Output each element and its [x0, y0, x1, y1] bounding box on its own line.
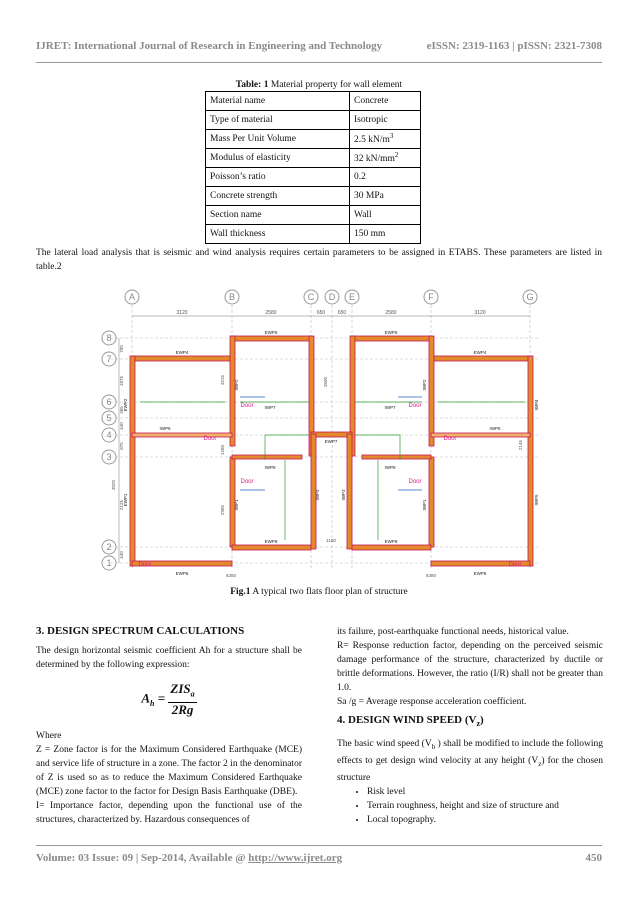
material-property-table [205, 91, 421, 244]
door-label: Door [138, 562, 152, 568]
right-column [337, 625, 603, 827]
grid-lines [110, 305, 540, 570]
formula-fraction [168, 682, 196, 717]
left-dimension-line [111, 338, 124, 563]
intro-paragraph: The lateral load analysis that is seismic and wind analysis requires certain parameters to be assigned in ETABS. These parameters are listed in table.2 [36, 248, 602, 272]
grid-bubble-label: 5 [106, 413, 112, 423]
footer-volume [36, 852, 342, 864]
dimension-label: 365 [119, 406, 124, 414]
dimension-label: 1280 [220, 444, 225, 456]
dimension-label: 2145 [518, 439, 523, 451]
footer-rule [36, 845, 602, 846]
dimension-label: 440 [119, 551, 124, 559]
table-cell: Section name [206, 206, 350, 225]
formula-numerator [168, 682, 196, 703]
page-number: 450 [585, 852, 602, 864]
wall-label-iwp3: IWP3 [315, 489, 320, 501]
table-cell: 30 MPa [350, 187, 421, 206]
table-caption-text: Material property for wall element [268, 80, 403, 90]
left-column [36, 624, 302, 827]
table-row [206, 225, 421, 244]
table-row [206, 187, 421, 206]
header-rule [36, 62, 602, 63]
wall-label-iwp8: IWP8 [264, 465, 276, 470]
journal-header [36, 40, 602, 52]
section4-heading-sub: z [476, 719, 481, 729]
door-label: Door [508, 562, 522, 568]
table-row [206, 130, 421, 149]
section4-heading [337, 713, 603, 731]
grid-bubble-label: 3 [106, 452, 112, 462]
section4-heading-text: 4. DESIGN WIND SPEED (V [337, 714, 477, 726]
section4-heading-end: ) [480, 714, 484, 726]
table-cell: 0.2 [350, 168, 421, 187]
dimension-label: 1875 [119, 375, 124, 387]
wall-label-ewp1: EWP1 [123, 493, 128, 507]
table-cell-exponent: 2 [394, 151, 399, 160]
section4-text: ) shall be modified to include the following effects to get design wind velocity at any height (V [337, 739, 603, 767]
table-row [206, 149, 421, 168]
dimension-label: 3500 [323, 376, 328, 388]
wall-label-iwp2: IWP2 [422, 379, 427, 391]
i-definition: I= Importance factor, depending upon the functional use of the structures, characterized by. Hazardous consequences of [36, 800, 302, 825]
section3-heading: 3. DESIGN SPECTRUM CALCULATIONS [36, 625, 245, 637]
figure-caption-label: Fig.1 [230, 587, 251, 597]
grid-bubble-label: 8 [106, 333, 112, 343]
wall-label-iwp4: IWP4 [534, 399, 539, 411]
wall-label-ewp4: EWP4 [175, 350, 189, 355]
wall-label-iwp7: IWP7 [264, 405, 276, 410]
wall-label-iwp1: IWP1 [234, 499, 239, 511]
grid-bubble-label: 2 [106, 542, 112, 552]
journal-name: IJRET: International Journal of Research in Engineering and Technology [36, 40, 383, 52]
footer-volume-text: Volume: 03 Issue: 09 | Sep-2014, Available @ [36, 852, 249, 864]
grid-bubble-label: 6 [106, 397, 112, 407]
section3-intro: The design horizontal seismic coefficient Ah for a structure shall be determined by the following expression: [36, 646, 302, 670]
wall-label-ewp7: EWP7 [324, 439, 338, 444]
dimension-label: 3120 [176, 310, 188, 316]
grid-bubble-label: D [328, 292, 336, 302]
section4-sub: b [431, 743, 436, 752]
i-definition-continued: its failure, post-earthquake functional needs, historical value. [337, 627, 569, 637]
design-coefficient-formula: $A_h$ = $\frac{ZIS_a}{2Rg}$ [141, 681, 195, 717]
wall-label-iwp3: IWP3 [341, 489, 346, 501]
dimension-label: 2580 [385, 310, 397, 316]
dimension-label: 700 [119, 345, 124, 353]
formula-num-text: ZIS [170, 681, 191, 696]
table-cell-value: 2.5 kN/m [354, 135, 390, 146]
door-labels [138, 403, 521, 568]
floor-plan-figure [100, 285, 550, 580]
dimension-label: 650 [337, 310, 347, 316]
list-item: • Risk level [367, 785, 603, 799]
grid-bubble-label: G [526, 292, 534, 302]
wall-label-iwp8: IWP8 [384, 465, 396, 470]
formula-denominator: 2Rg [171, 701, 194, 717]
dimension-label: 650 [316, 310, 326, 316]
table-cell: Concrete strength [206, 187, 350, 206]
wall-label-iwp5: IWP5 [534, 494, 539, 506]
table-cell [350, 149, 421, 168]
section4-text: ) for the chosen structure [337, 756, 603, 783]
table-cell: Mass Per Unit Volume [206, 130, 350, 149]
grid-bubble-label: F [428, 292, 434, 302]
door-label: Door [240, 403, 254, 409]
dimension-label: 2125 [119, 499, 124, 511]
grid-bubble-label: B [228, 292, 236, 302]
dimension-label: 6380 [425, 573, 437, 578]
r-definition: R= Response reduction factor, depending on the perceived seismic damage performance of the structure, characterized by ductile or brittle deformations. However, the ratio (I/R) shall not be greater than 1.0. [337, 641, 603, 693]
door-label: Door [408, 403, 422, 409]
grid-bubble-label: E [348, 292, 356, 302]
wall-label-ewp6: EWP6 [264, 330, 278, 335]
wall-label-ewp2: EWP2 [123, 398, 128, 412]
table-cell: Wall thickness [206, 225, 350, 244]
grid-bubble-label: A [128, 292, 136, 302]
table-cell: Type of material [206, 111, 350, 130]
door-label: Door [443, 436, 457, 442]
table-cell: Material name [206, 92, 350, 111]
dimension-label: 875 [119, 442, 124, 450]
table-row [206, 92, 421, 111]
grid-column-bubbles [125, 290, 537, 304]
z-definition: Z = Zone factor is for the Maximum Considered Earthquake (MCE) and service life of structure in a zone. The factor 2 in the denominator of Z is used so as to reduce the Maximum Considered Earthquake (MCE) zone factor to the factor for Design Basis Earthquake (DBE). [36, 744, 302, 797]
table-cell-exponent: 3 [389, 132, 394, 141]
figure-caption [0, 587, 638, 597]
wall-label-iwp7: IWP7 [384, 405, 396, 410]
grid-bubble-label: 1 [106, 558, 112, 568]
table-row [206, 111, 421, 130]
table-cell-value: 32 kN/mm [354, 154, 395, 165]
wall-label-iwp2: IWP2 [234, 379, 239, 391]
figure-caption-text: A typical two flats floor plan of structure [250, 587, 408, 597]
wall-label-ewp4: EWP4 [473, 350, 487, 355]
journal-issn: eISSN: 2319-1163 | pISSN: 2321-7308 [426, 40, 602, 52]
page-footer [36, 852, 602, 864]
list-item: • Terrain roughness, height and size of structure and [367, 799, 603, 813]
door-label: Door [408, 479, 422, 485]
table-row [206, 206, 421, 225]
exterior-walls [130, 336, 533, 566]
wall-label-iwp6: IWP6 [489, 426, 501, 431]
wall-label-iwp1: IWP1 [422, 499, 427, 511]
table-cell: Isotropic [350, 111, 421, 130]
interior-partitions [140, 402, 525, 540]
grid-bubble-label: C [307, 292, 315, 302]
section4-paragraph [337, 737, 603, 785]
wall-label-iwp6: IWP6 [159, 426, 171, 431]
dimension-label: 3215 [220, 374, 225, 386]
dimension-label: 3025 [111, 479, 116, 491]
table-caption-label: Table: 1 [235, 80, 269, 90]
table-cell: Wall [350, 206, 421, 225]
table-cell [350, 130, 421, 149]
door-label: Door [203, 436, 217, 442]
where-label: Where [36, 730, 62, 741]
grid-bubble-label: 7 [106, 354, 112, 364]
section4-text: The basic wind speed (V [337, 739, 432, 750]
door-label: Door [240, 479, 254, 485]
grid-row-bubbles [102, 331, 116, 570]
wall-label-ewp8: EWP8 [264, 539, 278, 544]
grid-bubble-label: 4 [106, 430, 112, 440]
section4-sub: z [538, 759, 542, 768]
table-cell: Poisson’s ratio [206, 168, 350, 187]
wall-label-ewp5: EWP5 [473, 571, 487, 576]
dimension-label: 3120 [474, 310, 486, 316]
table-cell: Concrete [350, 92, 421, 111]
dimension-label: 2985 [220, 504, 225, 516]
dimension-label: 2580 [265, 310, 277, 316]
wall-label-ewp6: EWP6 [384, 330, 398, 335]
formula-num-sub: a [190, 689, 195, 699]
table-row [206, 168, 421, 187]
table-caption [0, 80, 638, 90]
formula-lhs: A [141, 690, 151, 706]
sa-definition: Sa /g = Average response acceleration coefficient. [337, 697, 527, 707]
table-cell: Modulus of elasticity [206, 149, 350, 168]
dimension-label: 1150 [326, 538, 336, 543]
table-cell: 150 mm [350, 225, 421, 244]
top-dimension-line [132, 310, 530, 316]
wall-label-ewp8: EWP8 [384, 539, 398, 544]
list-item: • Local topography. [367, 813, 603, 827]
dimension-label: 6350 [225, 573, 237, 578]
wall-label-ewp5: EWP5 [175, 571, 189, 576]
journal-url-link[interactable]: http://www.ijret.org [248, 852, 343, 864]
dimension-label: 440 [119, 422, 124, 430]
formula-lhs-sub: h [150, 698, 155, 708]
wind-effects-list [337, 785, 603, 827]
